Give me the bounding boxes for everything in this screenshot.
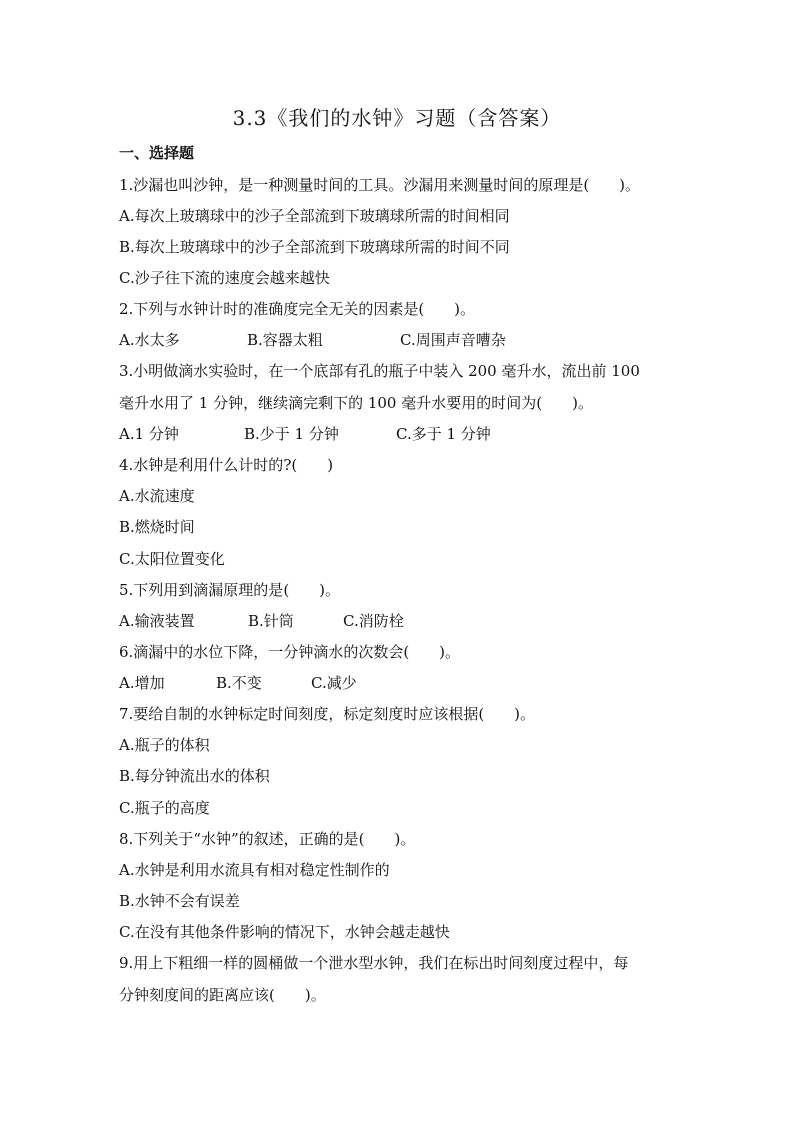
question-stem: 3.小明做滴水实验时，在一个底部有孔的瓶子中装入 200 毫升水，流出前 100 <box>119 362 640 380</box>
page-title: 3.3《我们的水钟》习题（含答案） <box>232 106 562 130</box>
question-stem: 9.用上下粗细一样的圆桶做一个泄水型水钟，我们在标出时间刻度过程中，每 <box>119 954 629 972</box>
question-stem: 6.滴漏中的水位下降，一分钟滴水的次数会( )。 <box>119 643 461 661</box>
question-stem: 7.要给自制的水钟标定时间刻度，标定刻度时应该根据( )。 <box>119 705 536 723</box>
question-option: B.少于 1 分钟 <box>244 425 339 443</box>
question-option: C.沙子往下流的速度会越来越快 <box>119 269 330 287</box>
question-option: C.消防栓 <box>343 612 404 630</box>
question-option: C.周围声音嘈杂 <box>400 331 506 349</box>
question-stem: 8.下列关于“水钟”的叙述，正确的是( )。 <box>119 830 416 848</box>
question-option: A.水流速度 <box>119 487 195 505</box>
question-stem: 2.下列与水钟计时的准确度完全无关的因素是( )。 <box>119 300 476 318</box>
question-option: A.1 分钟 <box>119 425 179 443</box>
question-option: C.瓶子的高度 <box>119 799 210 817</box>
question-stem: 分钟刻度间的距离应该( )。 <box>119 986 326 1004</box>
question-option: A.每次上玻璃球中的沙子全部流到下玻璃球所需的时间相同 <box>119 207 510 225</box>
question-option: B.燃烧时间 <box>119 518 195 536</box>
question-option: B.针筒 <box>248 612 294 630</box>
question-option: B.不变 <box>216 674 262 692</box>
question-option: A.水太多 <box>119 331 180 349</box>
question-option: A.输液装置 <box>119 612 195 630</box>
question-option: B.每次上玻璃球中的沙子全部流到下玻璃球所需的时间不同 <box>119 238 510 256</box>
question-option: A.增加 <box>119 674 165 692</box>
question-option: B.容器太粗 <box>247 331 323 349</box>
question-stem: 5.下列用到滴漏原理的是( )。 <box>119 581 341 599</box>
question-option: B.每分钟流出水的体积 <box>119 767 270 785</box>
question-option: C.减少 <box>311 674 357 692</box>
question-option: C.多于 1 分钟 <box>396 425 491 443</box>
section-heading: 一、选择题 <box>119 144 195 162</box>
question-stem: 4.水钟是利用什么计时的?( ) <box>119 456 334 474</box>
question-option: A.瓶子的体积 <box>119 736 210 754</box>
question-option: B.水钟不会有误差 <box>119 892 240 910</box>
question-stem: 毫升水用了 1 分钟，继续滴完剩下的 100 毫升水要用的时间为( )。 <box>119 394 593 412</box>
question-option: A.水钟是利用水流具有相对稳定性制作的 <box>119 861 390 879</box>
question-option: C.太阳位置变化 <box>119 550 225 568</box>
question-stem: 1.沙漏也叫沙钟，是一种测量时间的工具。沙漏用来测量时间的原理是( )。 <box>119 176 641 194</box>
question-option: C.在没有其他条件影响的情况下，水钟会越走越快 <box>119 923 450 941</box>
